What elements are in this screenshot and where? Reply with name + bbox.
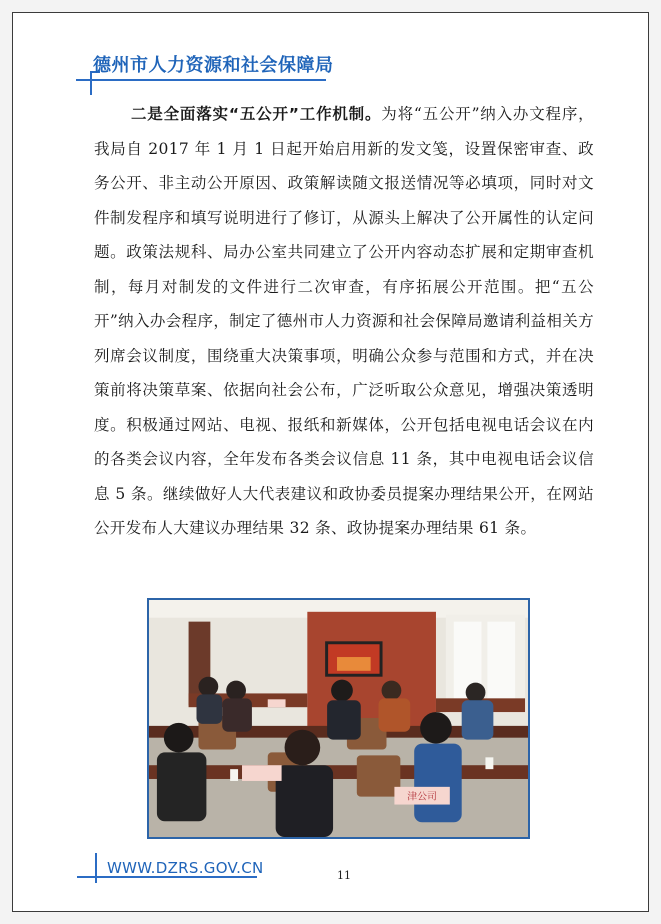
header-title: 德州市人力资源和社会保障局 — [93, 55, 334, 76]
page-number: 11 — [337, 869, 351, 882]
nameplate-text: 津公司 — [407, 791, 437, 803]
body-paragraph-text: 为将“五公开”纳入办文程序，我局自 2017 年 1 月 1 日起开始启用新的发文笺，设置保密审查、政务公开、非主动公开原因、政策解读随文报送情况等必填项，同时对文件制发程序和填写说明进行了修订，从源头上解决了公开属性的认定问题。政策法规科、局办公室共同建立了公开内容动态扩展和定期审查机制，每月对制发的文件进行二次审查，有序拓展公开范围。把“五公开”纳入办会程序，制定了德州市人力资源和社会保障局邀请利益相关方列席会议制度，围绕重大决策事项，明确公众参与范围和方式，并在决策前将决策草案、依据向社会公布，广泛听取公众意见，增强决策透明度。积极通过网站、电视、报纸和新媒体，公开包括电视电话会议在内的各类会议内容，全年发布各类会议信息 11 条，其中电视电话会议信息 5 条。继续做好人大代表建议和政协委员提案办理结果公开，在网站公开发布人大建议办理结果 32 条、政协提案办理结果 61 条。 — [94, 105, 594, 537]
footer-url: WWW.DZRS.GOV.CN — [107, 859, 264, 877]
meeting-photo-illustration — [149, 600, 528, 837]
header-decor-vertical-line — [90, 71, 92, 95]
body-lead-heading: 二是全面落实“五公开”工作机制。 — [131, 105, 382, 123]
footer-decor-vertical-line — [95, 853, 97, 883]
body-text — [94, 97, 594, 546]
body-paragraph — [94, 97, 594, 546]
document-page — [12, 12, 649, 912]
meeting-photo — [147, 598, 530, 839]
header-decor-horizontal-line — [76, 79, 326, 81]
